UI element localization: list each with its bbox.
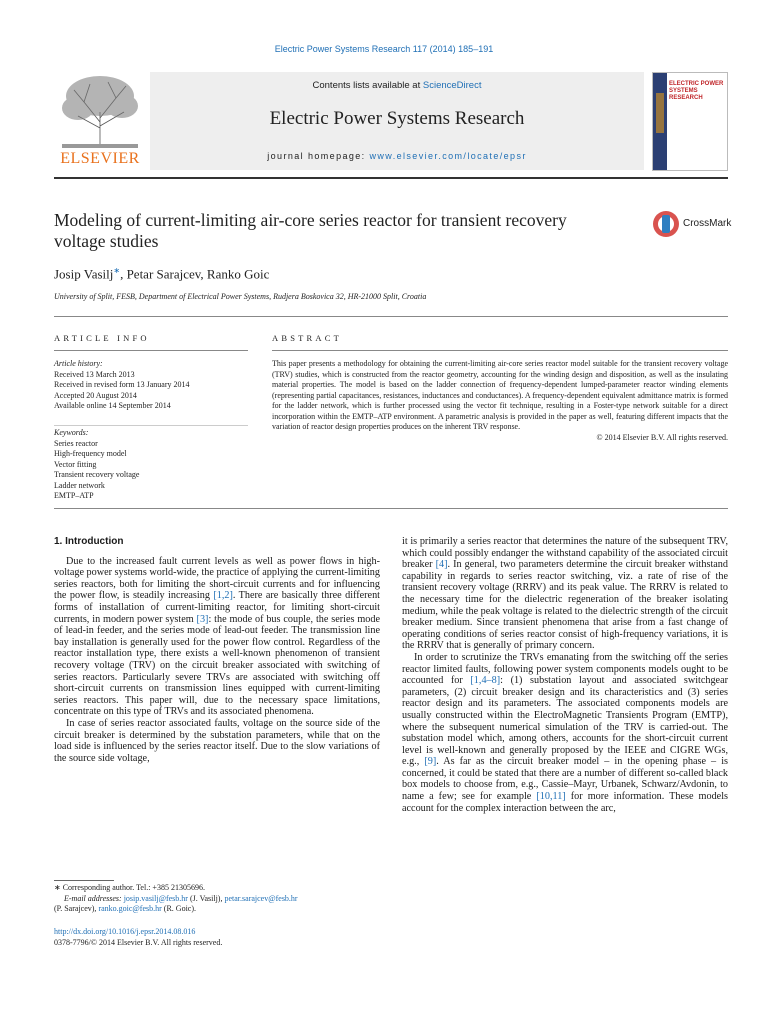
- crossmark-badge[interactable]: [652, 210, 732, 240]
- crossmark-label: CrossMark: [683, 218, 732, 229]
- publisher-wordmark: ELSEVIER: [60, 150, 140, 167]
- keyword-item: Ladder network: [54, 480, 105, 490]
- article-history: [54, 359, 254, 412]
- history-item: Available online 14 September 2014: [54, 401, 171, 410]
- crossmark-icon: [652, 210, 680, 238]
- journal-reference[interactable]: Electric Power Systems Research 117 (2014) 185–191: [274, 44, 494, 54]
- text-run: Due to the increased fault current levels as well as power flows in high-voltage power systems world-wide, the practice of applying the current-limiting series reactors, both for limiting the short-circuit currents and for influencing the power flow, is steadily increasing: [54, 555, 380, 602]
- citation-link[interactable]: [1,4–8]: [470, 675, 501, 687]
- paragraph: [54, 556, 380, 718]
- sciencedirect-link[interactable]: ScienceDirect: [422, 80, 482, 91]
- citation-link[interactable]: [4]: [435, 559, 448, 571]
- paragraph: [402, 536, 728, 652]
- email-owner: (J. Vasilj),: [187, 893, 225, 903]
- section-heading-introduction: 1. Introduction: [54, 536, 124, 547]
- homepage-line: [150, 151, 644, 161]
- doi-block: [54, 927, 380, 948]
- cover-strip-icon: [653, 73, 667, 170]
- affiliation: University of Split, FESB, Department of Electrical Power Systems, Rudjera Boskovica 32, HR-21000 Split, Croatia: [54, 292, 427, 301]
- history-item: Received 13 March 2013: [54, 369, 135, 379]
- email-link[interactable]: petar.sarajcev@fesb.hr: [224, 893, 298, 903]
- paragraph: [402, 652, 728, 814]
- paragraph: In case of series reactor associated faults, voltage on the source side of the circuit breaker is determined by the substation parameters, while that on the load side is influenced by the series reactor itself. Due to the slow variations of the source side voltage,: [54, 717, 380, 764]
- email-addresses: [54, 894, 380, 905]
- journal-name: Electric Power Systems Research: [269, 108, 525, 129]
- issn-copyright: 0378-7796/© 2014 Elsevier B.V. All rights reserved.: [54, 937, 223, 947]
- author-vasilj[interactable]: Josip Vasilj: [54, 266, 114, 282]
- keywords-label: Keywords:: [54, 428, 89, 437]
- elsevier-logo[interactable]: [54, 72, 146, 168]
- top-rule: [54, 177, 728, 179]
- keyword-item: EMTP–ATP: [54, 491, 94, 500]
- body-column-left: [54, 536, 380, 764]
- history-label: Article history:: [54, 359, 103, 368]
- text-run: : (1) substation layout and associated switchgear parameters, (2) circuit breaker design and its characteristics and (3) series reactor design and its parameters. The associated components models are usually constructed within the ElectroMagnetic Transients Program (EMTP), where the subsequent numerical simulation of the TRV is carried-out. The substation model which, among others, accounts for the short-circuit current level is well-known and generally proposed by the IEEE and CIGRE WGs, e.g.,: [402, 675, 728, 768]
- keyword-item: Vector fitting: [54, 459, 97, 469]
- article-info-heading: ARTICLE INFO: [54, 333, 150, 343]
- citation-link[interactable]: [1,2]: [213, 590, 233, 602]
- email-link[interactable]: josip.vasilj@fesb.hr: [123, 893, 188, 903]
- doi-link[interactable]: http://dx.doi.org/10.1016/j.epsr.2014.08.016: [54, 927, 196, 936]
- text-run: it is primarily a series reactor that determines the nature of the subsequent TRV, which could possibly endanger the withstand capability of the associated circuit breaker: [402, 536, 728, 571]
- text-run: . There are basically three different forms of installation of current-limiting reactor, for limiting short-circuit currents, in modern power system: [54, 590, 380, 625]
- email-owner: (P. Sarajcev),: [54, 904, 99, 913]
- email-addresses-cont: [54, 904, 380, 915]
- text-run: In order to scrutinize the TRVs emanating from the switching off the series reactor limited faults, following power system components models ought to be accounted for: [402, 651, 728, 687]
- footnotes: [54, 883, 380, 915]
- email-owner: (R. Goic).: [161, 904, 197, 913]
- homepage-prefix: journal homepage:: [267, 151, 370, 161]
- history-item: Accepted 20 August 2014: [54, 390, 137, 400]
- tree-icon: [54, 72, 146, 150]
- contents-line: [150, 80, 644, 91]
- contents-prefix: Contents lists available at: [312, 80, 423, 91]
- email-link[interactable]: ranko.goic@fesb.hr: [98, 904, 162, 913]
- homepage-link[interactable]: www.elsevier.com/locate/epsr: [369, 151, 527, 161]
- masthead: [54, 72, 728, 172]
- article-info-rule: [54, 350, 248, 351]
- authors: [54, 266, 269, 282]
- abstract-bottom-rule: [54, 508, 728, 509]
- text-run: . As far as the circuit breaker model – in the opening phase – is concerned, it could be stated that there are a number of different so-called black box models to choose from, e.g., Cassie–Mayr, Urbanek, Schwarz/Avdonin, to name a few; see for example: [402, 756, 729, 803]
- history-item: Received in revised form 13 January 2014: [54, 380, 190, 389]
- text-run: : the mode of bus couple, the series mode of lead-in feeder, and the series mode of lead-out feeder. The transmission line bay installation is generally used for the power flow control. Regardless of the reactor installation type, there exists a well-known phenomenon of transient recovery voltage (TRV) on the circuit breaker associated with switching of series reactors. Particularly severe TRVs are associated with switching off short-circuit currents on transmission lines equipped with current-limiting series reactors. This paper will, due to the necessary space limitations, concentrate on this type of TRVs and its associated phenomena.: [54, 613, 380, 718]
- footnote-rule: [54, 880, 114, 881]
- abstract-copyright: © 2014 Elsevier B.V. All rights reserved.: [596, 432, 728, 442]
- text-run: . In general, two parameters determine the circuit breaker withstand capability in regards to series reactor switching, viz. a rate of rise of the transient recovery voltage (RRRV) and its peak value. The RRRV is related to the necessary time for the dielectric regeneration of the breaker isolating medium, while the peak voltage is related to the dielectric strength of the circuit breaker medium. Since transient phenomena that arise from a fast change of operating conditions of series reactor consist of high-frequency variations, it is the RRRV that is generally of primary concern.: [402, 559, 728, 652]
- keywords: [54, 428, 254, 502]
- abstract-text: This paper presents a methodology for obtaining the current-limiting air-core series reactor model suitable for the transient recovery voltage (TRV) studies, which is constructed from the reactor geometry, accounting for the winding design and disposition, as well as the insulating material properties. The model is based on the ladder connection of frequency-dependent lumped-parameter reactor winding elements (representing partial capacitances, resistances, inductances and conductances). A frequency-dependent equivalent admittance matrix is formed for the ladder network, which is further processed using the vector fit technique, resulting in a Foster-type network suitable for a direct incorporation within the EMTP–ATP environment. A parametric analysis is provided in the paper as well, featuring different impacts that the variation of reactor design properties produces on the inherent TRV response.: [272, 359, 728, 431]
- keyword-item: Series reactor: [54, 438, 98, 448]
- citation-link[interactable]: [3]: [196, 613, 209, 625]
- email-label: E-mail addresses:: [64, 893, 124, 903]
- abstract-rule: [272, 350, 728, 351]
- citation-link[interactable]: [9]: [424, 756, 437, 768]
- article-title: Modeling of current-limiting air-core series reactor for transient recovery voltage studies: [54, 210, 567, 251]
- abstract-heading: ABSTRACT: [272, 333, 342, 343]
- keyword-item: Transient recovery voltage: [54, 470, 140, 479]
- journal-cover[interactable]: [652, 72, 728, 171]
- masthead-center: [150, 72, 644, 170]
- corresponding-author-note: ∗ Corresponding author. Tel.: +385 21305696.: [54, 883, 205, 892]
- text-run: for more information. These models account for the complex interaction between the arc,: [402, 791, 728, 814]
- cover-title: ELECTRIC POWER SYSTEMS RESEARCH: [669, 81, 724, 101]
- abstract-body: [272, 359, 728, 443]
- header-rule: [54, 316, 728, 317]
- keywords-rule: [54, 425, 248, 426]
- body-column-right: [402, 536, 728, 814]
- other-authors: , Petar Sarajcev, Ranko Goic: [120, 266, 270, 282]
- citation-link[interactable]: [10,11]: [536, 791, 566, 803]
- keyword-item: High-frequency model: [54, 449, 127, 458]
- corresponding-mark[interactable]: ∗: [113, 266, 121, 275]
